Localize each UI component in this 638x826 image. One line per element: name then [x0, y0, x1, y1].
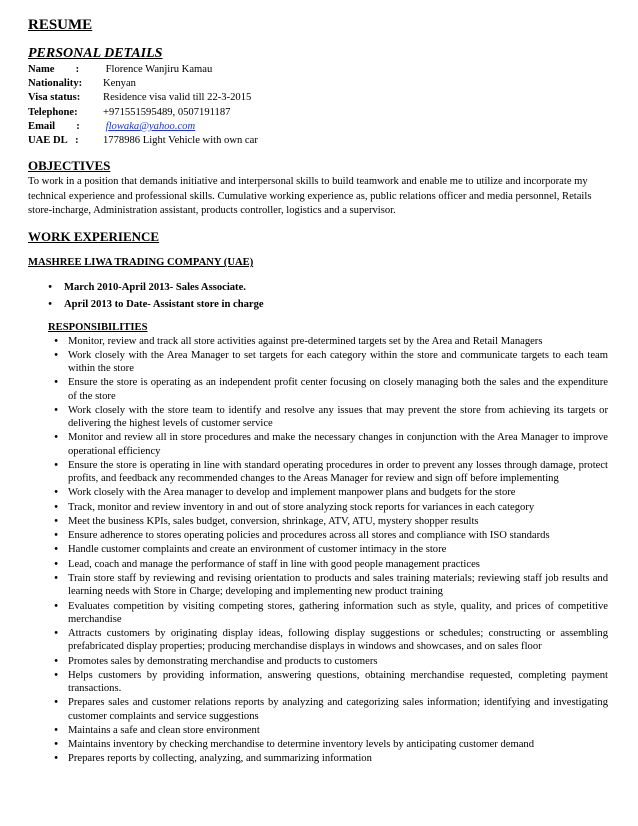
- list-item: [28, 558, 608, 571]
- bullet: •: [54, 669, 58, 681]
- detail-row-email: [28, 120, 608, 134]
- responsibility-text: Train store staff by reviewing and revising orientation to products and sales training materials; reviewing staff job results and learning needs with Store in Charge; developing and implementing new product training: [68, 573, 608, 598]
- responsibility-text: Maintains inventory by checking merchandise to determine inventory levels by anticipating customer demand: [68, 739, 534, 751]
- list-item: [28, 752, 608, 765]
- list-item: [28, 335, 608, 348]
- responsibility-text: Maintains a safe and clean store environment: [68, 724, 260, 736]
- list-item: [28, 515, 608, 528]
- list-item: [28, 349, 608, 375]
- responsibility-text: Monitor, review and track all store activities against pre-determined targets set by the Area and Retail Managers: [68, 335, 543, 347]
- email-link[interactable]: flowaka@yahoo.com: [105, 120, 196, 132]
- bullet: •: [54, 573, 58, 585]
- bullet: •: [54, 697, 58, 709]
- list-item: [28, 669, 608, 695]
- responsibility-text: Attracts customers by originating display ideas, following display suggestions or schedules; constructing or assembling prefabricated display properties; producing merchandise displays in windows and showcases, and on sales floor: [68, 628, 608, 653]
- roles-list: [28, 279, 608, 313]
- bullet: •: [54, 753, 58, 765]
- detail-label: Visa status:: [28, 92, 81, 104]
- list-item: [28, 486, 608, 499]
- responsibility-text: Work closely with the Area manager to develop and implement manpower plans and budgets for the store: [68, 487, 516, 499]
- detail-row-nationality: [28, 77, 608, 91]
- detail-value: [103, 120, 608, 134]
- responsibility-text: Prepares reports by collecting, analyzing, and summarizing information: [68, 753, 372, 765]
- list-item: [28, 431, 608, 457]
- bullet: •: [54, 655, 58, 667]
- detail-label: Name :: [28, 64, 80, 75]
- detail-value: Florence Wanjiru Kamau: [103, 64, 213, 75]
- detail-label: UAE DL :: [28, 135, 79, 147]
- list-item: [28, 501, 608, 514]
- detail-row-visa: [28, 91, 608, 105]
- responsibility-text: Helps customers by providing information, answering questions, obtaining merchandise requested, completing payment transactions.: [68, 669, 608, 695]
- bullet: •: [54, 335, 58, 347]
- bullet: •: [54, 349, 58, 361]
- role-text: March 2010-April 2013- Sales Associate.: [64, 282, 246, 293]
- page-title: RESUME: [28, 17, 93, 33]
- bullet: •: [48, 299, 52, 310]
- responsibility-text: Ensure the store is operating in line with standard operating procedures in order to prevent any losses through damage, protect profits, and feedback any recommended changes to the Areas Manager for review and sign off before implementing: [68, 459, 608, 484]
- detail-value: 1778986 Light Vehicle with own car: [103, 135, 258, 147]
- objectives-heading: OBJECTIVES: [28, 158, 111, 174]
- personal-details-heading: PERSONAL DETAILS: [28, 46, 163, 61]
- bullet: •: [54, 515, 58, 527]
- detail-label: Email :: [28, 120, 80, 132]
- responsibility-text: Evaluates competition by visiting competing stores, gathering information such as style, quality, and prices of competitive merchandise: [68, 600, 608, 625]
- responsibility-text: Work closely with the store team to identify and resolve any issues that may prevent the store from achieving its targets or delivering the highest levels of customer service: [68, 404, 608, 429]
- bullet: •: [54, 501, 58, 513]
- work-experience-heading: WORK EXPERIENCE: [28, 229, 160, 244]
- bullet: •: [54, 558, 58, 570]
- bullet: •: [54, 404, 58, 416]
- bullet: •: [54, 628, 58, 640]
- list-item: [28, 696, 608, 722]
- list-item: [28, 529, 608, 542]
- list-item: [28, 296, 608, 313]
- bullet: •: [54, 724, 58, 736]
- responsibility-text: Lead, coach and manage the performance of staff in line with good people management practices: [68, 558, 480, 570]
- detail-value: +971551595489, 0507191187: [103, 106, 231, 118]
- bullet: •: [54, 487, 58, 499]
- responsibilities-heading: RESPONSIBILITIES: [48, 322, 148, 333]
- personal-details: [28, 63, 608, 148]
- responsibility-text: Work closely with the Area Manager to set targets for each category within the store and communicate targets to each team within the store: [68, 349, 608, 374]
- list-item: [28, 459, 608, 485]
- responsibilities-list: [28, 335, 608, 766]
- bullet: •: [54, 377, 58, 389]
- company-name: MASHREE LIWA TRADING COMPANY (UAE): [28, 257, 254, 268]
- objectives-text: To work in a position that demands initiative and interpersonal skills to build teamwork and enable me to utilize and incorporate my technical experience and professional skills. Cumulative working experience as, public relations officer and media personnel, Retails store-incharge, Administration assistant, products controller, logistics and a supervisor.: [28, 176, 592, 217]
- responsibility-text: Meet the business KPIs, sales budget, conversion, shrinkage, ATV, ATU, mystery shopper results: [68, 515, 479, 527]
- bullet: •: [54, 530, 58, 542]
- detail-row-name: [28, 63, 608, 77]
- responsibility-text: Ensure the store is operating as an independent profit center focusing on closely managing both the sales and the expenditure of the store: [68, 377, 608, 402]
- list-item: [28, 724, 608, 737]
- responsibility-text: Ensure adherence to stores operating policies and procedures across all stores and compliance with ISO standards: [68, 530, 550, 542]
- responsibility-text: Monitor and review all in store procedures and make the necessary changes in conjunction with the Area Manager to improve operational efficiency: [68, 432, 608, 457]
- bullet: •: [54, 600, 58, 612]
- bullet: •: [54, 544, 58, 556]
- bullet: •: [54, 739, 58, 751]
- list-item: [28, 543, 608, 556]
- bullet: •: [54, 432, 58, 444]
- bullet: •: [54, 459, 58, 471]
- resume-page: [28, 16, 608, 767]
- bullet: •: [48, 282, 52, 293]
- detail-value: Residence visa valid till 22-3-2015: [103, 92, 252, 104]
- list-item: [28, 655, 608, 668]
- list-item: [28, 738, 608, 751]
- list-item: [28, 627, 608, 653]
- list-item: [28, 572, 608, 598]
- list-item: [28, 279, 608, 296]
- detail-row-dl: [28, 134, 608, 148]
- role-text: April 2013 to Date- Assistant store in charge: [64, 299, 264, 310]
- responsibility-text: Prepares sales and customer relations reports by analyzing and categorizing sales information; identifying and investigating customer complaints and service suggestions: [68, 697, 608, 722]
- responsibility-text: Handle customer complaints and create an environment of customer intimacy in the store: [68, 544, 447, 556]
- detail-label: Telephone:: [28, 106, 78, 118]
- list-item: [28, 376, 608, 402]
- detail-value: Kenyan: [103, 78, 136, 90]
- detail-label: Nationality:: [28, 78, 83, 90]
- responsibility-text: Promotes sales by demonstrating merchandise and products to customers: [68, 655, 378, 667]
- list-item: [28, 600, 608, 626]
- detail-row-telephone: [28, 106, 608, 120]
- responsibility-text: Track, monitor and review inventory in and out of store analyzing stock reports for variances in each category: [68, 501, 535, 513]
- list-item: [28, 404, 608, 430]
